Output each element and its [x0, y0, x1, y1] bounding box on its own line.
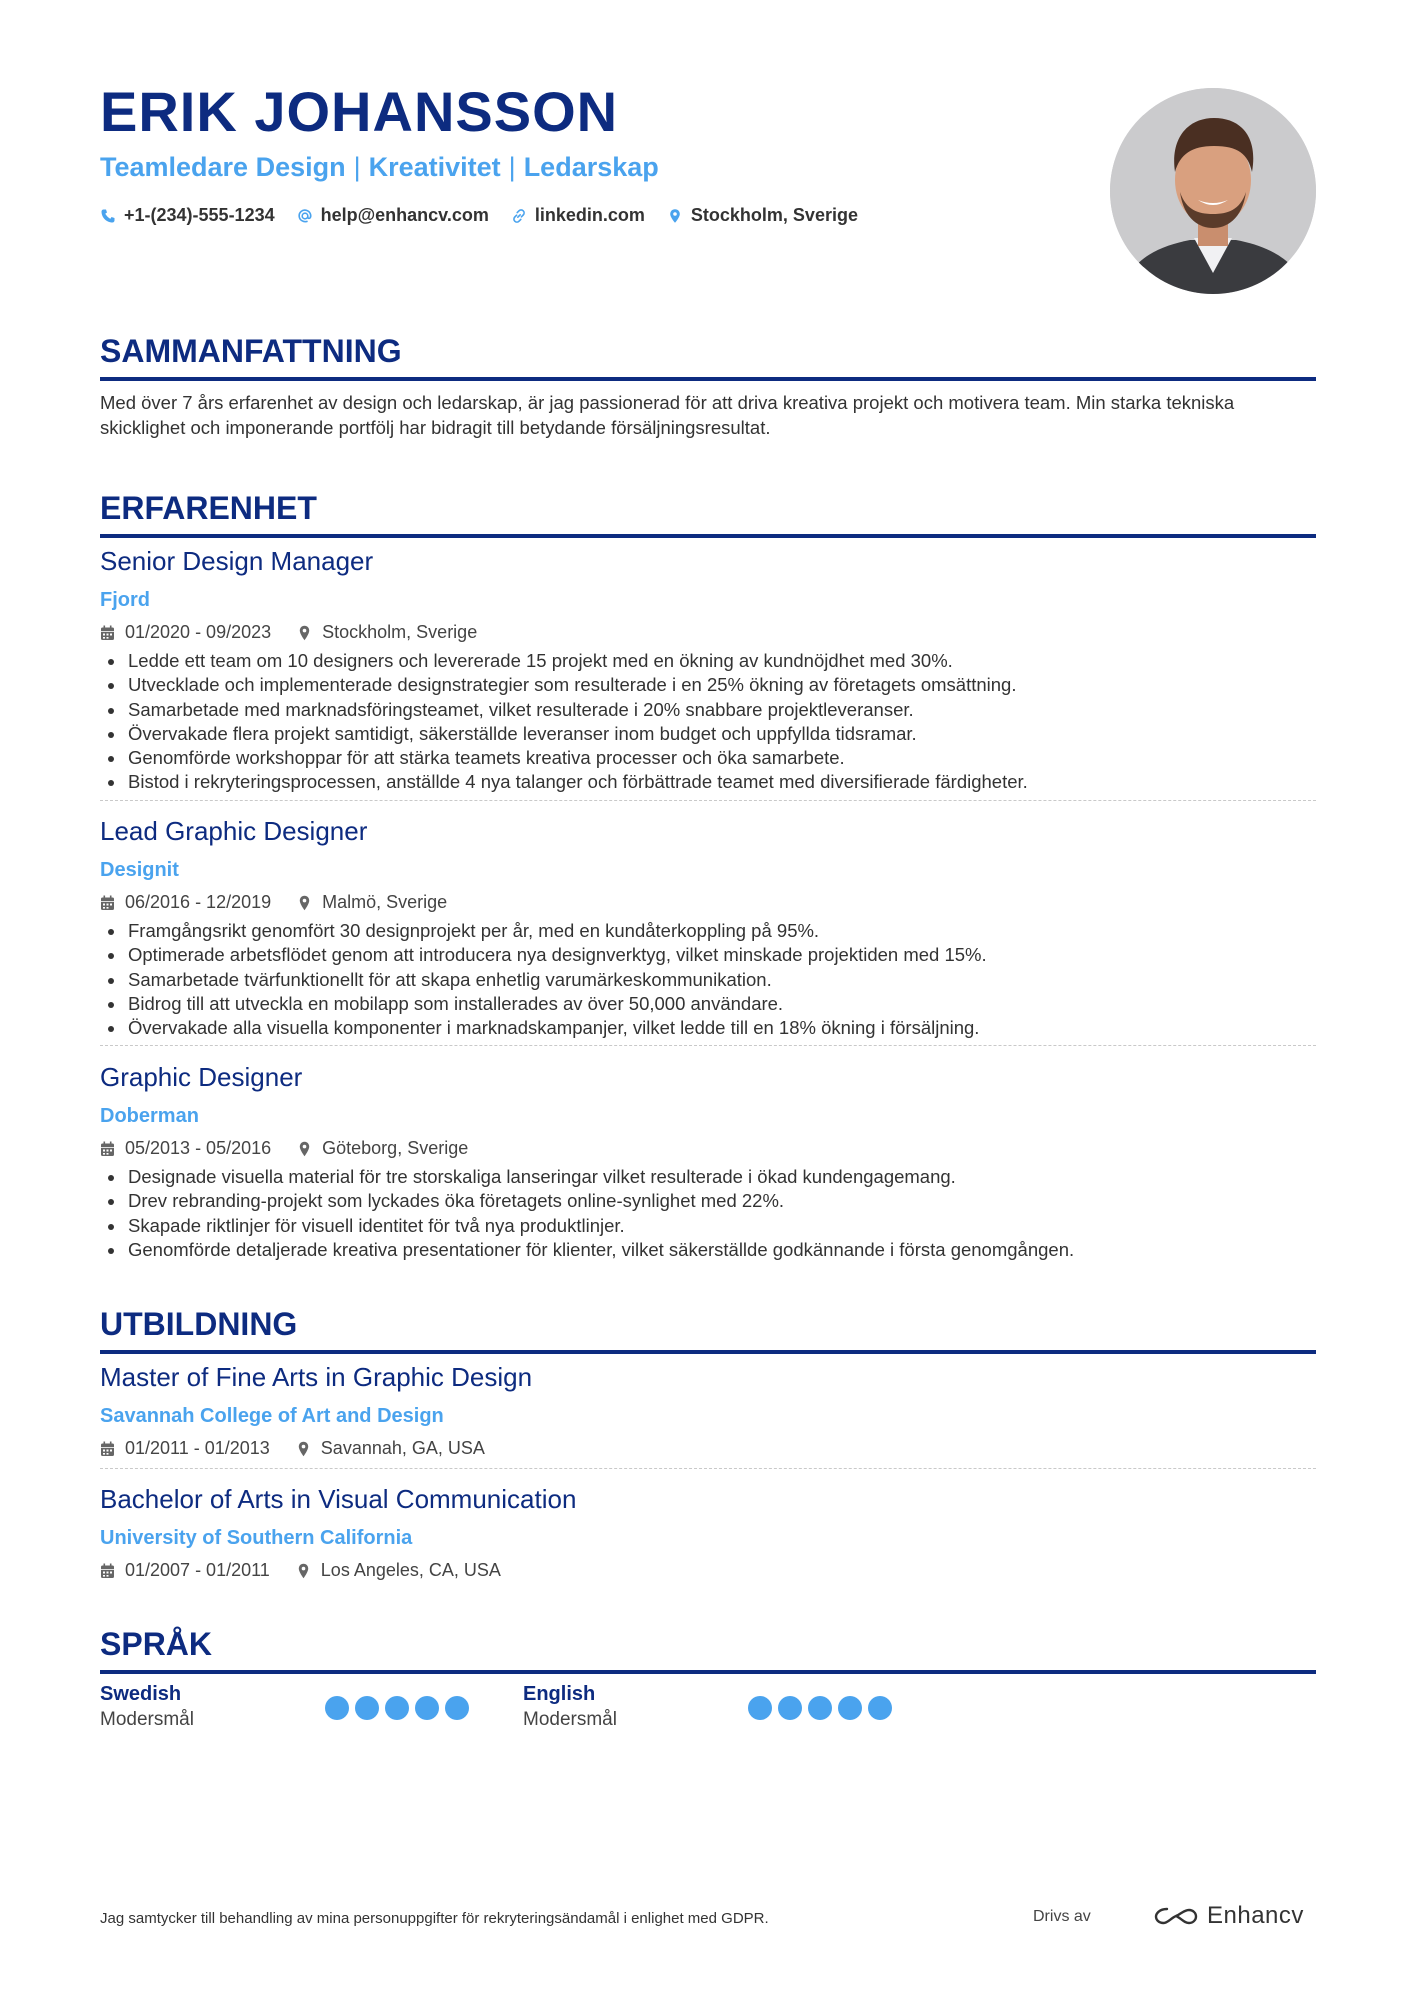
- job-title: Senior Design Manager: [100, 546, 374, 576]
- rating-dot: [325, 1696, 349, 1720]
- rating-dot: [445, 1696, 469, 1720]
- phone-text: +1-(234)-555-1234: [124, 205, 275, 225]
- location-text: Stockholm, Sverige: [322, 622, 478, 642]
- job-location: [297, 622, 477, 643]
- contact-bar: [100, 205, 858, 226]
- job-title: Graphic Designer: [100, 1062, 303, 1092]
- calendar-icon: [100, 1141, 115, 1157]
- calendar-icon: [100, 1441, 115, 1457]
- entry-divider: [100, 1468, 1316, 1469]
- gdpr-consent: Jag samtycker till behandling av mina personuppgifter för rekryteringsändamål i enlighet med GDPR.: [100, 1910, 769, 1927]
- section-title-languages: SPRÅK: [100, 1628, 1316, 1674]
- entry-divider: [100, 1045, 1316, 1046]
- language-rating: [748, 1696, 892, 1720]
- at-icon: [297, 208, 313, 224]
- list-item: Framgångsrikt genomfört 30 designprojekt per år, med en kundåterkoppling på 95%.: [100, 919, 1316, 943]
- dates-text: 01/2011 - 01/2013: [125, 1438, 270, 1458]
- location-pin-icon: [297, 895, 312, 911]
- language-level: Modersmål: [523, 1709, 617, 1730]
- phone-icon: [100, 208, 116, 224]
- education-location: [296, 1560, 501, 1581]
- calendar-icon: [100, 1563, 115, 1579]
- rating-dot: [778, 1696, 802, 1720]
- brand-name: Enhancv: [1207, 1902, 1304, 1929]
- contact-location: [667, 205, 858, 226]
- experience-entry: [100, 1064, 1316, 1262]
- list-item: Bidrog till att utveckla en mobilapp som installerades av över 50,000 användare.: [100, 992, 1316, 1016]
- rating-dot: [838, 1696, 862, 1720]
- list-item: Övervakade flera projekt samtidigt, säkerställde leveranser inom budget och uppfyllda tidsramar.: [100, 722, 1316, 746]
- rating-dot: [868, 1696, 892, 1720]
- powered-by-label: Drivs av: [1033, 1908, 1091, 1925]
- contact-linkedin[interactable]: [511, 205, 645, 226]
- linkedin-text: linkedin.com: [534, 205, 645, 225]
- list-item: Ledde ett team om 10 designers och levererade 15 projekt med en ökning av kundnöjdhet med 30%.: [100, 649, 1316, 673]
- location-text: Göteborg, Sverige: [322, 1138, 469, 1158]
- list-item: Designade visuella material för tre storskaliga lanseringar vilket resulterade i ökad kundengagemang.: [100, 1165, 1316, 1189]
- location-pin-icon: [667, 208, 683, 224]
- list-item: Bistod i rekryteringsprocessen, anställde 4 nya talanger och förbättrade teamet med diversifierade färdigheter.: [100, 770, 1316, 794]
- job-bullets: [100, 1165, 1316, 1262]
- email-text: help@enhancv.com: [320, 205, 489, 225]
- company-name: Fjord: [100, 589, 150, 611]
- tagline: [100, 154, 659, 181]
- calendar-icon: [100, 895, 115, 911]
- location-text: Savannah, GA, USA: [320, 1438, 485, 1458]
- degree-title: Bachelor of Arts in Visual Communication: [100, 1484, 577, 1514]
- section-title-summary: SAMMANFATTNING: [100, 335, 1316, 381]
- tagline-separator: |: [508, 152, 516, 182]
- job-bullets: [100, 649, 1316, 795]
- language-name: Swedish: [100, 1683, 182, 1705]
- education-meta: [100, 1438, 1316, 1459]
- rating-dot: [415, 1696, 439, 1720]
- list-item: Övervakade alla visuella komponenter i marknadskampanjer, vilket ledde till en 18% ökning i försäljning.: [100, 1016, 1316, 1040]
- language-item: [523, 1684, 923, 1729]
- list-item: Genomförde workshoppar för att stärka teamets kreativa processer och öka samarbete.: [100, 746, 1316, 770]
- job-meta: [100, 892, 1316, 913]
- language-item: [100, 1684, 500, 1729]
- dates-text: 01/2007 - 01/2011: [125, 1560, 270, 1580]
- dates-text: 05/2013 - 05/2016: [125, 1138, 272, 1158]
- job-location: [297, 1138, 468, 1159]
- location-pin-icon: [297, 625, 312, 641]
- profile-photo: [1110, 88, 1316, 294]
- contact-phone[interactable]: [100, 205, 275, 226]
- list-item: Drev rebranding-projekt som lyckades öka företagets online-synlighet med 22%.: [100, 1189, 1316, 1213]
- location-text: Los Angeles, CA, USA: [320, 1560, 501, 1580]
- entry-divider: [100, 800, 1316, 801]
- calendar-icon: [100, 625, 115, 641]
- enhancv-logo[interactable]: [1153, 1902, 1304, 1930]
- experience-entry: [100, 818, 1316, 1040]
- company-name: Doberman: [100, 1105, 199, 1127]
- summary-text: Med över 7 års erfarenhet av design och ledarskap, är jag passionerad för att driva kreativa projekt och motivera team. Min starka tekniska skicklighet och imponerande portfölj har bidragit till betydande försäljningsresultat.: [100, 392, 1235, 438]
- tagline-separator: |: [353, 152, 361, 182]
- job-meta: [100, 1138, 1316, 1159]
- location-text: Stockholm, Sverige: [690, 205, 858, 225]
- job-dates: [100, 892, 271, 913]
- education-dates: [100, 1560, 270, 1581]
- link-icon: [511, 208, 527, 224]
- job-bullets: [100, 919, 1316, 1040]
- dates-text: 06/2016 - 12/2019: [125, 892, 272, 912]
- job-dates: [100, 1138, 271, 1159]
- education-dates: [100, 1438, 270, 1459]
- experience-entry: [100, 548, 1316, 795]
- job-location: [297, 892, 447, 913]
- rating-dot: [385, 1696, 409, 1720]
- tagline-item: Kreativitet: [368, 152, 501, 182]
- list-item: Skapade riktlinjer för visuell identitet för två nya produktlinjer.: [100, 1214, 1316, 1238]
- tagline-item: Teamledare Design: [100, 152, 346, 182]
- company-name: Designit: [100, 859, 179, 881]
- language-level: Modersmål: [100, 1709, 194, 1730]
- candidate-name: ERIK JOHANSSON: [100, 80, 619, 143]
- list-item: Samarbetade tvärfunktionellt för att skapa enhetlig varumärkeskommunikation.: [100, 968, 1316, 992]
- dates-text: 01/2020 - 09/2023: [125, 622, 272, 642]
- section-title-education: UTBILDNING: [100, 1308, 1316, 1354]
- section-title-experience: ERFARENHET: [100, 492, 1316, 538]
- job-title: Lead Graphic Designer: [100, 816, 368, 846]
- contact-email[interactable]: [297, 205, 489, 226]
- rating-dot: [355, 1696, 379, 1720]
- tagline-item: Ledarskap: [523, 152, 659, 182]
- language-name: English: [523, 1683, 596, 1705]
- location-pin-icon: [297, 1141, 312, 1157]
- degree-title: Master of Fine Arts in Graphic Design: [100, 1362, 533, 1392]
- job-meta: [100, 622, 1316, 643]
- education-location: [296, 1438, 485, 1459]
- education-entry: [100, 1364, 1316, 1465]
- education-meta: [100, 1560, 1316, 1581]
- job-dates: [100, 622, 271, 643]
- location-pin-icon: [296, 1563, 311, 1579]
- rating-dot: [808, 1696, 832, 1720]
- education-entry: [100, 1486, 1316, 1587]
- list-item: Genomförde detaljerade kreativa presentationer för klienter, vilket säkerställde godkännande i första genomgången.: [100, 1238, 1316, 1262]
- list-item: Utvecklade och implementerade designstrategier som resulterade i en 25% ökning av företagets omsättning.: [100, 673, 1316, 697]
- school-name: University of Southern California: [100, 1527, 413, 1549]
- language-rating: [325, 1696, 469, 1720]
- location-pin-icon: [296, 1441, 311, 1457]
- list-item: Optimerade arbetsflödet genom att introducera nya designverktyg, vilket minskade projektiden med 15%.: [100, 943, 1316, 967]
- enhancv-logo-icon: [1153, 1904, 1199, 1928]
- location-text: Malmö, Sverige: [322, 892, 448, 912]
- rating-dot: [748, 1696, 772, 1720]
- school-name: Savannah College of Art and Design: [100, 1405, 444, 1427]
- list-item: Samarbetade med marknadsföringsteamet, vilket resulterade i 20% snabbare projektleveranser.: [100, 698, 1316, 722]
